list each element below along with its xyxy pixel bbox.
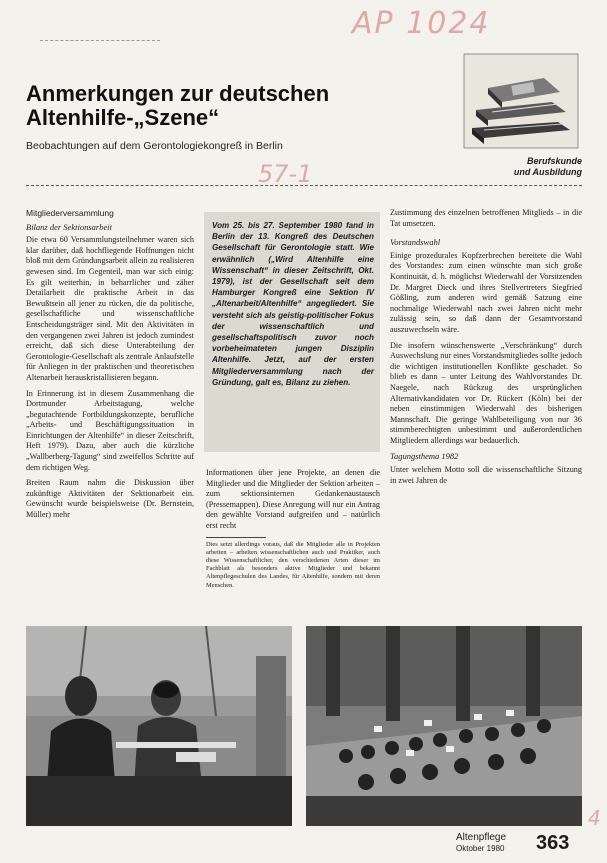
title-line-1: Anmerkungen zur deutschen	[26, 81, 330, 106]
issue-date: Oktober 1980	[456, 844, 505, 853]
section-rubric	[470, 156, 582, 178]
header-rule	[26, 185, 582, 186]
subheading-bilanz: Bilanz der Sektionsarbeit	[26, 221, 112, 232]
handwritten-note-corner: 4	[588, 806, 601, 830]
top-dash-line	[40, 40, 160, 41]
column-3-paragraph-3: Die insofern wünschenswerte „Verschränkung“ durch Auswechslung nur eines Vorstandsmitgliedes sollte jedoch die wichtigen institutionellen Konflikte geschadet. So blieb es dann – unter Leitung des Wahlvorstandes Dr. Naegele, nach Rückzug des ursprünglichen Alternativkandidaten vor Dr. Rückert (Köln) bei der neben einstimmigen Wiederwahl des bisherigen Mannschaft. Die geringe Wahlbeteiligung von nur 36 stimmberechtigten unbestimmt und außerordentlichen Mitgliedern allerdings war bedauerlich.	[390, 340, 582, 445]
rubric-line-2: und Ausbildung	[513, 167, 582, 177]
section-heading-mitglieder: Mitgliederversammlung	[26, 208, 114, 218]
column-2	[206, 468, 380, 590]
handwritten-note-mid: 57-1	[258, 160, 313, 188]
column-3	[390, 208, 582, 491]
column-1-paragraph-1: Die etwa 60 Versammlungsteilnehmer waren sich klar darüber, daß hochfliegende Hoffnungen nicht bloß mit dem Gründungsarbeit allein zu realisieren gewesen sind. Im Gegenteil, man war sich einig: Es gilt weiterhin, in beharrlicher und zäher Detailarbeit die praktische Arbeit in das Bewußtsein all jener zu rücken, die da politische, gesellschaftliche und wissenschaftliche Entscheidungsträger sind. Mit den Aktivitäten in den vergangenen zwei Jahren ist jedoch zumindest erreicht, daß sich diese Unterabteilung der Gerontologie-Gesellschaft als zentrale Anlaufstelle für Anliegen in der praktischen und theoretischen Altenarbeit herauskristallisieren begann.	[26, 235, 194, 382]
column-3-paragraph-2: Einige prozedurales Kopfzerbrechen bereitete die Wahl des Vorstandes: zum einen wünschte man sich große Kontinuität, d. h. möglichst Wiederwahl der Vorsitzenden Dr. Margret Dieck und ihres Stellvertreters Siegfried Gößling, zum anderen wird gemäß Satzung eine nochmalige Wiederwahl nach zwei Jahren nicht mehr zulässig sein, so daß dann der Gesamtvorstand auszuwechseln wäre.	[390, 250, 582, 334]
column-1-paragraph-3: Breiten Raum nahm die Diskussion über zukünftige Aktivitäten der Sektionarbeit ein. Gewünscht wurde beispielsweise (Dr. Bernstein, Müller) mehr	[26, 478, 194, 520]
photo-assembly-vote	[306, 626, 582, 826]
magazine-name: Altenpflege	[456, 832, 507, 843]
photo-speakers	[26, 626, 292, 826]
intro-box	[204, 212, 380, 452]
title-line-2: Altenhilfe-„Szene“	[26, 105, 220, 130]
rubric-line-1: Berufskunde	[526, 156, 582, 166]
intro-box-text: Vom 25. bis 27. September 1980 fand in Berlin der 13. Kongreß des Deutschen Gesellschaft für Gerontologie statt. Wie erwähnlich („Wird Altenhilfe eine Wissenschaft“ in dieser Zeitschrift, Okt. 1979), ist der Gesellschaft seit dem Hamburger Kongreß eine Sektion IV „Altenarbeit/Altenhilfe“ angegliedert. Sie versteht sich als geistig-politischer Fokus der wissenschaftlich und gesellschaftspolitisch zuvor noch vorbeheimateten jungen Disziplin Altenhilfe. Jetzt, auf der ersten Mitgliederversammlung nach der Gründung, galt es, Bilanz zu ziehen.	[212, 221, 374, 387]
article-title	[26, 82, 406, 130]
footer-magazine	[456, 832, 506, 854]
column-3-paragraph-1: Zustimmung des einzelnen betroffenen Mitglieds – in die Tat umsetzen.	[390, 208, 582, 228]
footnote: Dies setzt allerdings voraus, daß die Mitglieder alle in Projekten arbeiten – arbeiten wissenschaftlichen auch und Praktiker, auch diese Wissenschaftlicher, den verschiedenen Arten dieser im Fachblatt als besonders aktive Mitglieder und bekannt Altenpflegeschulen des Landes, für Altenhilfe, sondern mit deren Menschen.	[206, 540, 380, 589]
subheading-tagungsthema: Tagungsthema 1982	[390, 451, 459, 462]
article-subtitle: Beobachtungen auf dem Gerontologiekongreß in Berlin	[26, 140, 283, 152]
column-2-paragraph: Informationen über jene Projekte, an denen die Mitglieder und die Mitglieder der Sektion arbeiten – zum sektionsinternen Gedankenaustausch (Pressemappen). Diese Anregung will nur ein Antrag den gewählte Vorstand aufgreifen und – natürlich erst recht	[206, 468, 380, 530]
column-3-paragraph-4: Unter welchem Motto soll die wissenschaftliche Sitzung in zwei Jahren de	[390, 465, 582, 485]
column-1	[26, 208, 194, 526]
footnote-rule	[206, 537, 266, 538]
page-number: 363	[536, 832, 570, 854]
handwritten-note-top: AP 1024	[352, 6, 491, 41]
column-1-paragraph-2: In Erinnerung ist in diesem Zusammenhang die Dortmunder Arbeitstagung, welche „begutachtende Fortbildungskonzepte, berufliche „Arbeits- und Beschäftigungssituation in Einrichtungen der Altenhilfe“ in dieser Zeitschrift, Heft 1979). Dazu, aber auch die kürzliche „Wallberberg-Tagung“ sind zweifellos Schritte auf dem richtigen Weg.	[26, 388, 194, 472]
books-illustration	[462, 52, 580, 150]
subheading-vorstandswahl: Vorstandswahl	[390, 237, 441, 248]
